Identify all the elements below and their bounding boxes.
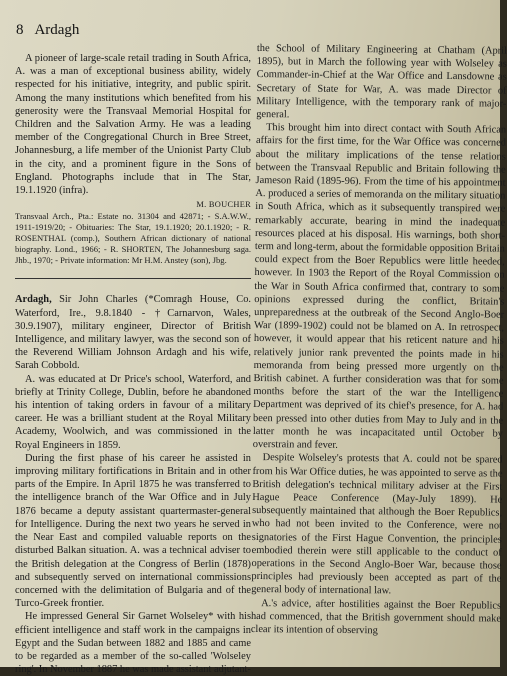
running-header bbox=[16, 22, 79, 39]
entry-heading bbox=[15, 293, 251, 372]
paragraph: He impressed General Sir Garnet Wolseley* with his efficient intelligence and staff work in the campaigns in Egypt and the Sudan between 1882 and 1885 and came to be regarded as a member of the so-called 'Wolseley ring'. In November 1887 he was made assistant adjutant- bbox=[15, 611, 251, 676]
paragraph: A. was educated at Dr Price's school, Waterford, and briefly at Trinity College, Dublin, before he abandoned his intention of taking orders in favour of a military career. He was a brilliant student at the Royal Military Academy, Woolwich, and was commissioned in the Royal Engineers in 1859. bbox=[15, 373, 251, 451]
entry-heading-text: Sir John Charles (*Comragh House, Co. Waterford, Ire., 9.8.1840 - †Carnarvon, Wales, 30.9.1907), military engineer, Director of British Intelligence, and military lawyer, was the second son of the Reverend William Johnson Ardagh and his wife, Sarah Cobbold. bbox=[15, 294, 251, 372]
entry-name: Ardagh, bbox=[15, 294, 52, 306]
paragraph: A pioneer of large-scale retail trading in South Africa, A. was a man of exceptional business ability, widely respected for his initiative, integrity, and public spirit. Among the many institutions which benefited from his generosity were the Transvaal Memorial Hospital for Children and the Salvation Army. He was a leading member of the Congregational Church in Bree Street, Johannesburg, a life member of the Unionist Party Club in the city, and a prominent figure in the Sons of England. Photographs include that in The Star, 19.1.1920 (infra). bbox=[15, 53, 251, 197]
paragraph: the School of Military Engineering at Chatham (April 1895), but in March the following year with Wolseley as Commander-in-Chief at the War Office and Lansdowne as Secretary of State for War, A. was made Director of Military Intelligence, with the temporary rank of major-general. bbox=[256, 42, 507, 121]
author-byline: M. BOUCHER bbox=[196, 200, 251, 210]
paragraph: This brought him into direct contact with South African affairs for the first time, for the War Office was concerned about the military implications of the tense relations between the Transvaal Republic and Britain following the Jameson Raid (1895-96). From the time of his appointment A. produced a series of memoranda on the military situation in South Africa, which as it subsequently transpired were remarkably accurate, bearing in mind the inadequate resources placed at his disposal. His warnings, both short-term and long-term, about the formidable opposition Britain could expect from the Boer Republics were little heeded, however. In 1903 the Report of the Royal Commission on the War in South Africa confirmed that, contrary to some opinions expressed during the conflict, Britain's unpreparedness at the outbreak of the Second Anglo-Boer War (1899-1902) could not be blamed on A. In retrospect, however, it would appear that his reticent nature and his relatively junior rank prevented the points made in his memoranda from being pressed more urgently on the British cabinet. A further consideration was that for some months before the start of the war the Intelligence Department was deprived of its chief's presence, for A. had been pressed into other duties from May to July and in the latter month he was incapacitated until October by overstrain and fever. bbox=[252, 122, 507, 451]
sources-note: Transvaal Arch., Pta.: Estate no. 31304 and 42871; - S.A.W.W., 1911-1919/20; - Obituaries: The Star, 19.1.1920; 20.1.1920; - R. ROSENTHAL (comp.), Southern African dictionary of national biography. Lond., 1966; - R. SHORTEN, The Johannesburg saga. Jhb., 1970; - Private information: Mr H.M. Anstey (son), Jbg. bbox=[15, 211, 251, 266]
right-column bbox=[251, 42, 507, 639]
entry-divider bbox=[15, 278, 251, 279]
page-number: 8 bbox=[16, 22, 24, 38]
paragraph: Despite Wolseley's protests that A. could not be spared from his War Office duties, he was appointed to serve as the British delegation's technical military adviser at the First Hague Peace Conference (May-July 1899). He subsequently maintained that although the Boer Republics, who had not been invited to the Conference, were not signatories of the First Hague Convention, the principles embodied therein were still applicable to the conduct of operations in the Second Anglo-Boer War, because those principles had previously been accepted as part of the general body of international law. bbox=[251, 452, 503, 597]
left-column bbox=[15, 52, 251, 676]
paragraph: During the first phase of his career he assisted in improving military fortifications in Britain and in other parts of the Empire. In April 1875 he was transferred to the intelligence branch of the War Office and in July 1876 became a deputy assistant quartermaster-general for Intelligence. During the next two years he served in the Near East and compiled valuable reports on the disturbed Balkan situation. A. was a technical adviser to the British delegation at the Congress of Berlin (1878) and subsequently served on international commissions concerned with the delimitation of Bulgaria and of the Turco-Greek frontier. bbox=[15, 452, 251, 610]
paragraph: A.'s advice, after hostilities against the Boer Republics had commenced, that the British government should make clear its intention of observing bbox=[250, 597, 502, 637]
running-title: Ardagh bbox=[34, 22, 80, 38]
